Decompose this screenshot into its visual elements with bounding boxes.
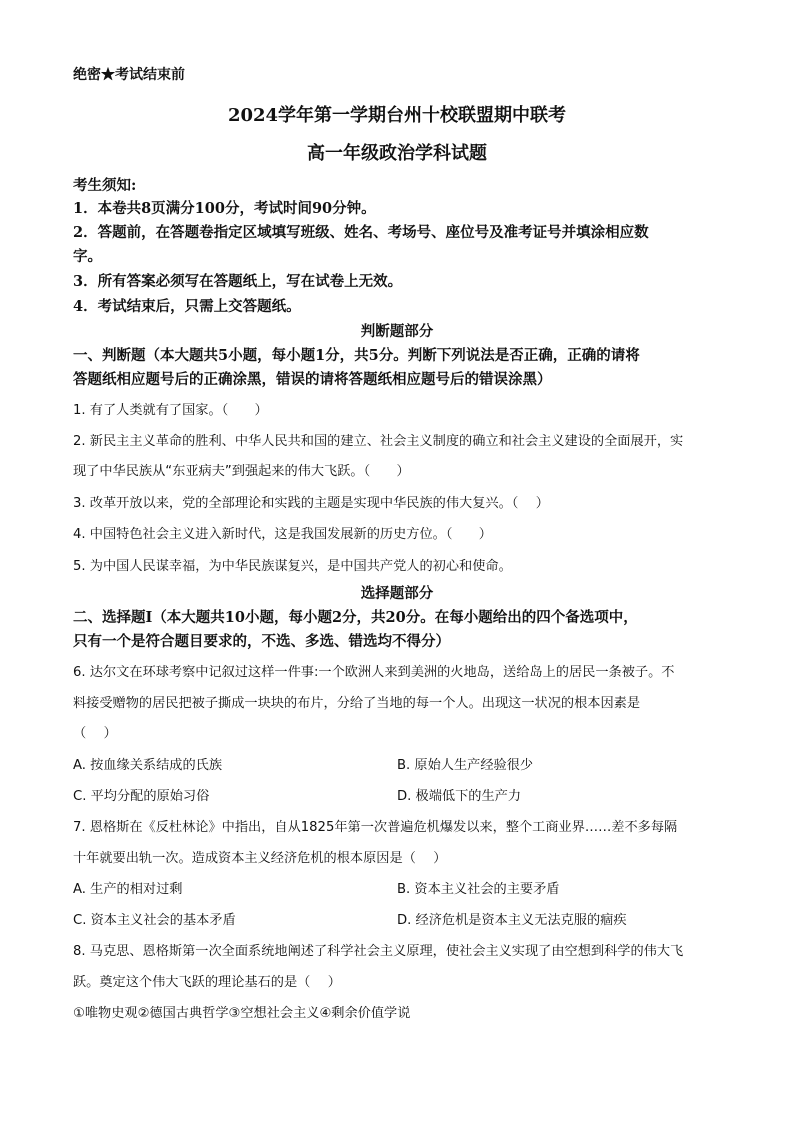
option-c: C. 平均分配的原始习俗 <box>73 789 210 804</box>
choice-instruction: 二、选择题Ⅰ（本大题共10小题，每小题2分，共20分。在每小题给出的四个备选项中， <box>73 609 638 626</box>
option-a: A. 按血缘关系结成的氏族 <box>73 758 223 773</box>
judgment-instruction: 一、判断题（本大题共5小题，每小题1分，共5分。判断下列说法是否正确，正确的请将 <box>73 347 640 364</box>
question-line: （ ） <box>73 726 117 741</box>
exam-title: 2024学年第一学期台州十校联盟期中联考 <box>227 105 567 126</box>
question-line: 5. 为中国人民谋幸福，为中华民族谋复兴，是中国共产党人的初心和使命。 <box>73 559 512 574</box>
notes-item: 2．答题前，在答题卷指定区域填写班级、姓名、考场号、座位号及准考证号并填涂相应数 <box>73 224 649 241</box>
secret-label: 绝密★考试结束前 <box>73 67 185 83</box>
judgment-part-title: 判断题部分 <box>360 323 434 340</box>
notes-heading: 考生须知: <box>73 177 137 194</box>
question-line: 6. 达尔文在环球考察中记叙过这样一件事:一个欧洲人来到美洲的火地岛，送给岛上的居民一条被子。不 <box>73 665 675 680</box>
choice-instruction: 只有一个是符合题目要求的，不选、多选、错选均不得分） <box>73 633 450 650</box>
question-line: 2. 新民主主义革命的胜利、中华人民共和国的建立、社会主义制度的确立和社会主义建设的全面展开，实 <box>73 434 684 449</box>
judgment-instruction: 答题纸相应题号后的正确涂黑，错误的请将答题纸相应题号后的错误涂黑） <box>73 371 552 388</box>
question-line: 十年就要出轨一次。造成资本主义经济危机的根本原因是（ ） <box>73 851 447 866</box>
question-line: 8. 马克思、恩格斯第一次全面系统地阐述了科学社会主义原理，使社会主义实现了由空想到科学的伟大飞 <box>73 944 684 959</box>
question-line: 跃。奠定这个伟大飞跃的理论基石的是（ ） <box>73 975 341 990</box>
notes-item: 字。 <box>73 248 102 265</box>
question-line: 料接受赠物的居民把被子撕成一块块的布片，分给了当地的每一个人。出现这一状况的根本因素是 <box>73 696 641 711</box>
question-line: 7. 恩格斯在《反杜林论》中指出，自从1825年第一次普遍危机爆发以来，整个工商业界……差不多每隔 <box>73 820 678 835</box>
option-b: B. 原始人生产经验很少 <box>397 758 534 773</box>
option-c: C. 资本主义社会的基本矛盾 <box>73 913 236 928</box>
choice-part-title: 选择题部分 <box>360 585 434 602</box>
notes-item: 1．本卷共8页满分100分，考试时间90分钟。 <box>73 200 376 217</box>
option-d: D. 经济危机是资本主义无法克服的痼疾 <box>397 913 627 928</box>
option-b: B. 资本主义社会的主要矛盾 <box>397 882 560 897</box>
question-line: ①唯物史观②德国古典哲学③空想社会主义④剩余价值学说 <box>73 1006 411 1021</box>
question-line: 现了中华民族从“东亚病夫”到强起来的伟大飞跃。（ ） <box>73 464 410 479</box>
question-line: 4. 中国特色社会主义进入新时代，这是我国发展新的历史方位。（ ） <box>73 527 492 542</box>
exam-subtitle: 高一年级政治学科试题 <box>307 143 487 164</box>
question-line: 3. 改革开放以来，党的全部理论和实践的主题是实现中华民族的伟大复兴。（ ） <box>73 496 549 511</box>
option-d: D. 极端低下的生产力 <box>397 789 522 804</box>
option-a: A. 生产的相对过剩 <box>73 882 183 897</box>
notes-item: 4．考试结束后，只需上交答题纸。 <box>73 298 301 315</box>
notes-item: 3．所有答案必须写在答题纸上，写在试卷上无效。 <box>73 273 403 290</box>
question-line: 1. 有了人类就有了国家。（ ） <box>73 403 268 418</box>
